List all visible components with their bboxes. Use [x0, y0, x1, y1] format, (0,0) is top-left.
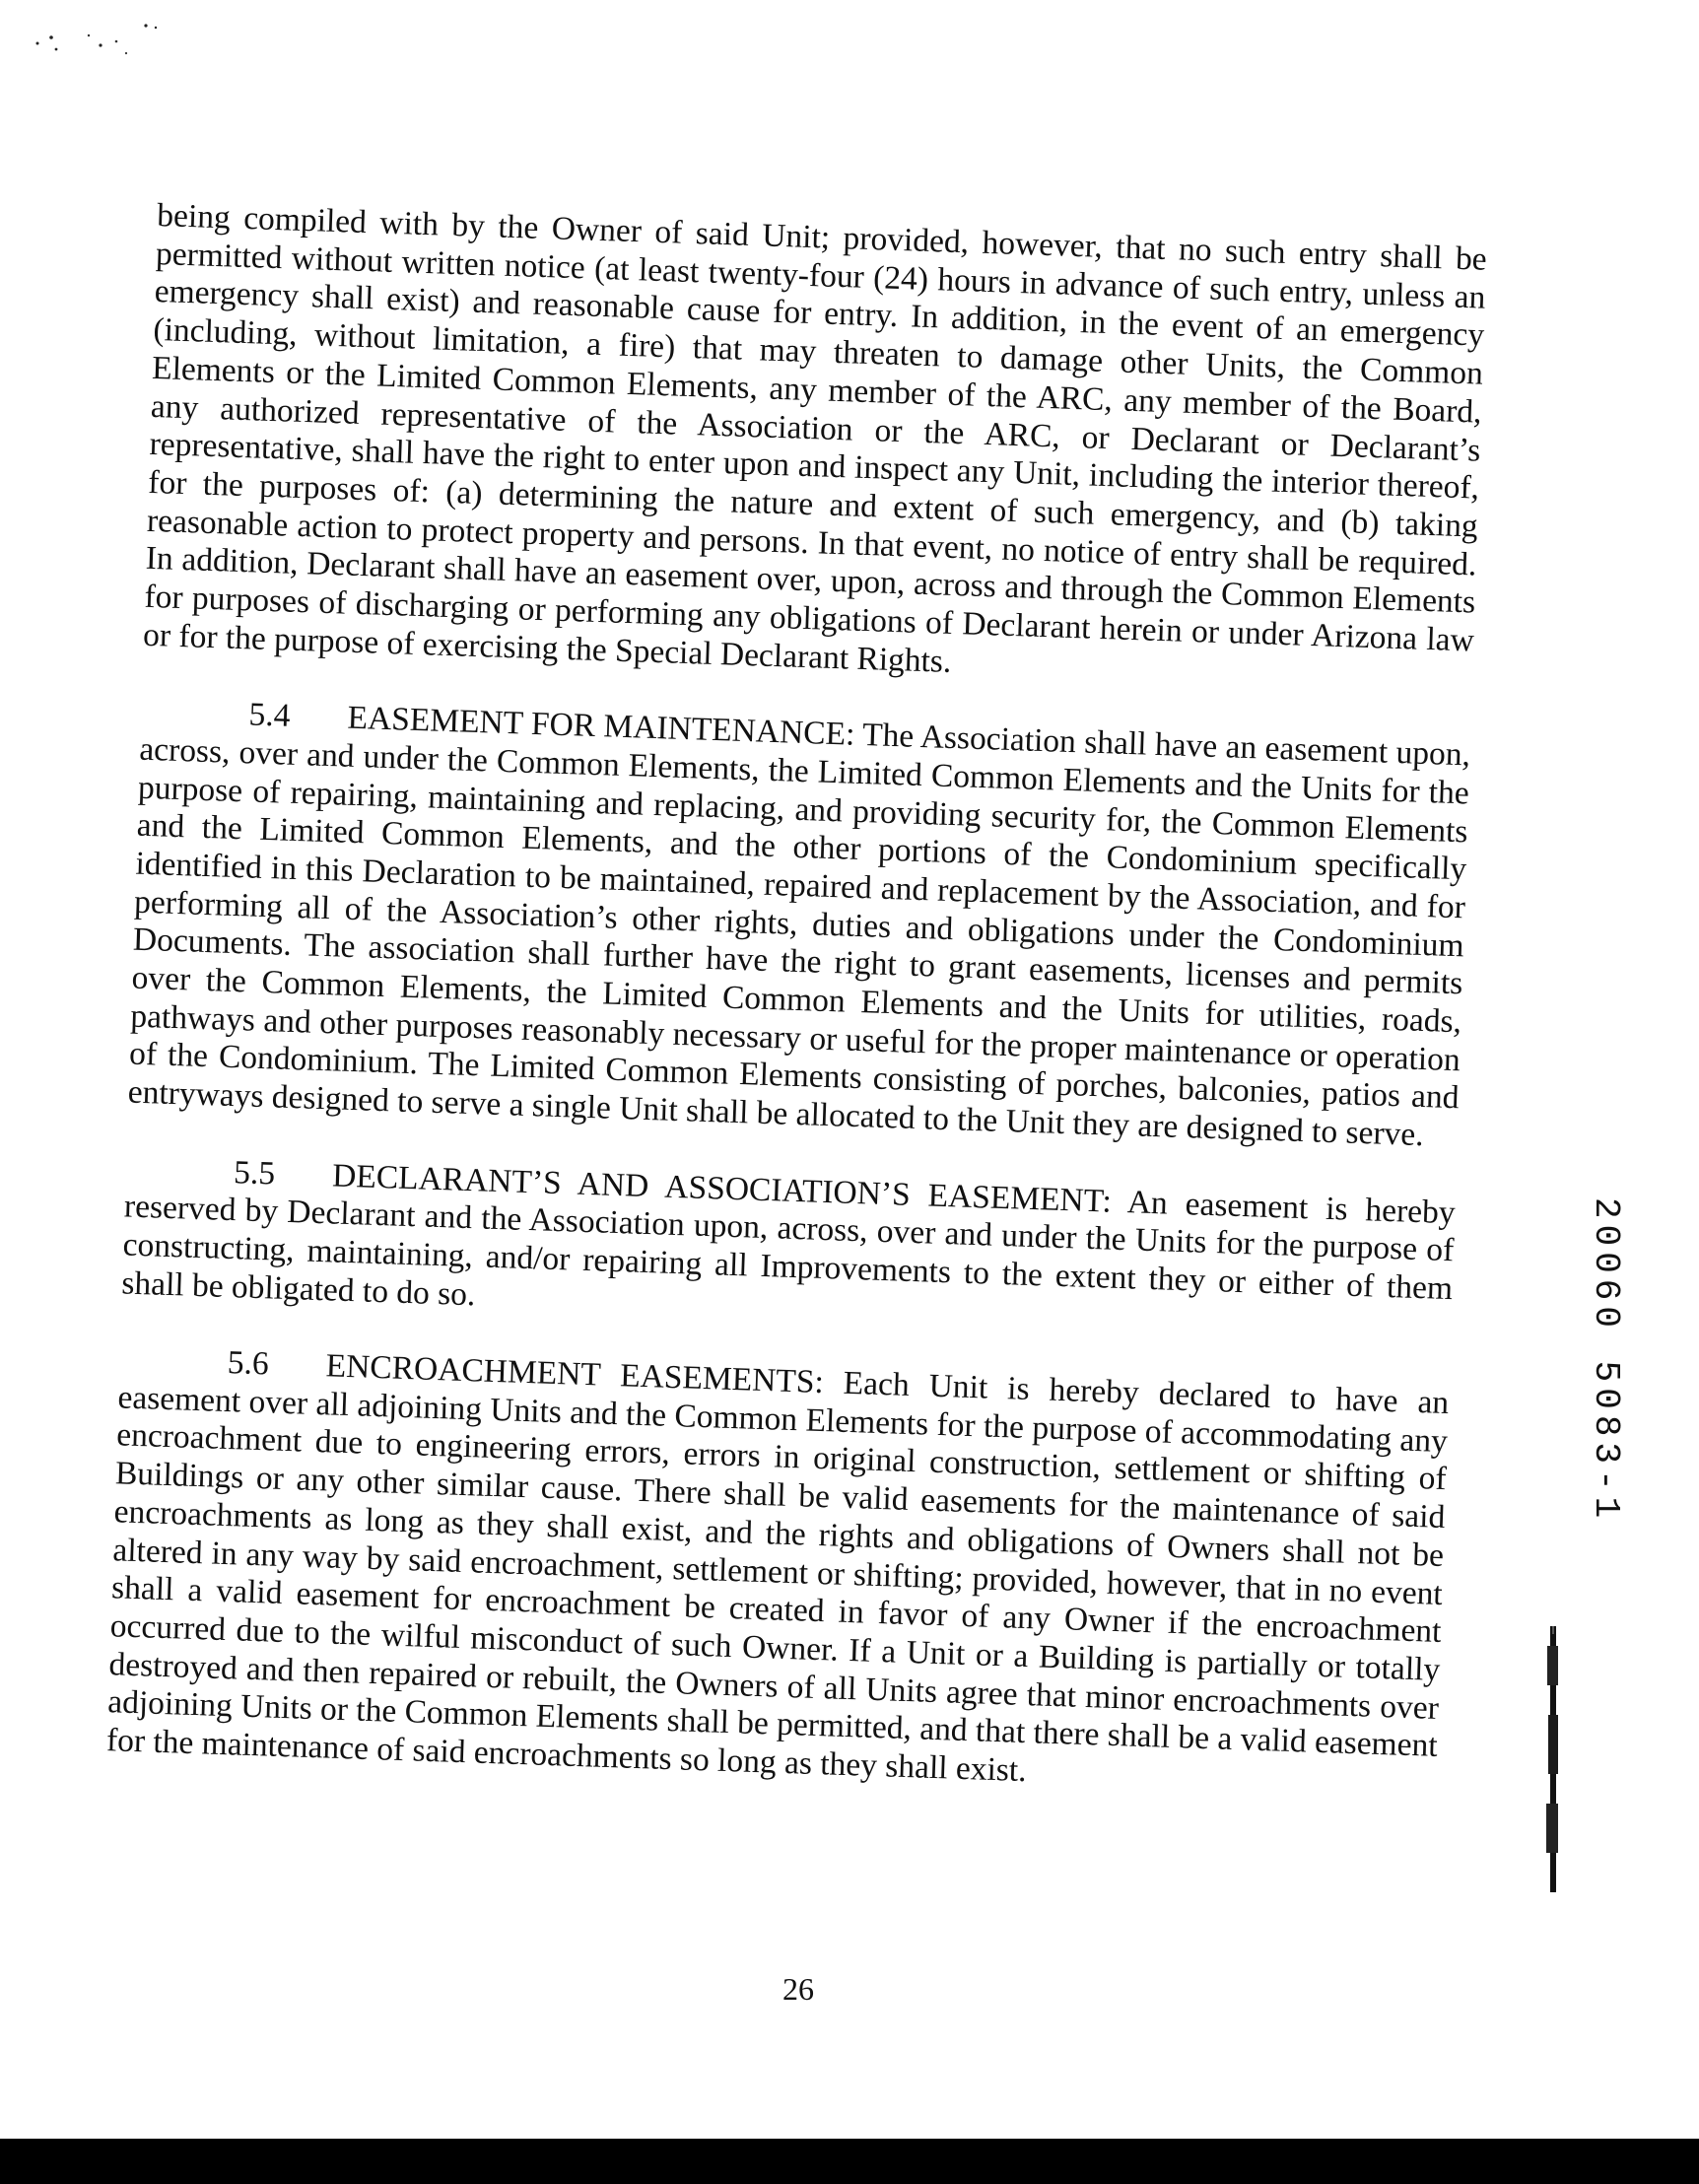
section-5-4: [127, 693, 1470, 1156]
margin-stamp-code: 20060 5083-1: [1586, 1197, 1626, 1525]
page-number: 26: [782, 1971, 814, 2007]
section-number: 5.6: [227, 1344, 270, 1383]
section-number: 5.5: [233, 1153, 276, 1193]
scan-bottom-edge: [0, 2139, 1699, 2184]
section-5-6: [105, 1340, 1449, 1804]
continued-paragraph: being compiled with by the Owner of said Unit; provided, however, that no such entry shall be permitted without written notice (at least twenty-four (24) hours in advance of such entry, unless an emergency shall exist) and reasonable cause for entry. In addition, in the event of an emergency (including, without limitation, a fire) that may threaten to damage other Units, the Common Elements or the Limited Common Elements, any member of the ARC, any member of the Board, any authorized representative of the Association or the ARC, or Declarant or Declarant’s representative, shall have the right to enter upon and inspect any Unit, including the interior thereof, for the purposes of: (a) determining the nature and extent of such emergency, and (b) taking reasonable action to protect property and persons. In that event, no notice of entry shall be required. In addition, Declarant shall have an easement over, upon, across and through the Common Elements for purposes of discharging or performing any obligations of Declarant herein or under Arizona law or for the purpose of exercising the Special Declarant Rights.: [142, 197, 1488, 680]
binding-edge-mark: [1542, 1626, 1566, 1892]
section-text: DECLARANT’S AND ASSOCIATION’S EASEMENT: An easement is hereby reserved by Declarant and the Association upon, across, over and under the Units for the purpose of constructing, maintaining, and/or repairing all Improvements to the extent they or either of them shall be obligated to do so.: [120, 1156, 1457, 1313]
document-body: [105, 197, 1487, 1805]
section-text: EASEMENT FOR MAINTENANCE: The Association shall have an easement upon, across, over and under the Common Elements, the Limited Common Elements and the Units for the purpose of repairing, maintaining and replacing, and providing security for, the Common Elements and the Limited Common Elements, and the other portions of the Condominium specifically identified in this Declaration to be maintained, repaired and replacement by the Association, and for performing all of the Association’s other rights, duties and obligations under the Condominium Documents. The association shall further have the right to grant easements, licenses and permits over the Common Elements, the Limited Common Elements and the Units for utilities, roads, pathways and other purposes reasonably necessary or useful for the proper maintenance or operation of the Condominium. The Limited Common Elements consisting of porches, balconies, patios and entryways designed to serve a single Unit shall be allocated to the Unit they are designed to serve.: [127, 699, 1471, 1154]
section-5-5: [121, 1150, 1456, 1346]
scan-specks: [30, 14, 286, 73]
section-text: ENCROACHMENT EASEMENTS: Each Unit is hereby declared to have an easement over all adjoining Units and the Common Elements for the purpose of accommodating any encroachment due to engineering errors, errors in original construction, settlement or shifting of Buildings or any other similar cause. There shall be valid easements for the maintenance of said encroachments as long as they shall exist, and the rights and obligations of Owners shall not be altered in any way by said encroachment, settlement or shifting; provided, however, that in no event shall a valid easement for encroachment be created in favor of any Owner if the encroachment occurred due to the wilful misconduct of such Owner. If a Unit or a Building is partially or totally destroyed and then repaired or rebuilt, the Owners of all Units agree that minor encroachments over adjoining Units or the Common Elements shall be permitted, and that there shall be a valid easement for the maintenance of said encroachments so long as they shall exist.: [105, 1347, 1450, 1790]
section-number: 5.4: [248, 696, 292, 734]
